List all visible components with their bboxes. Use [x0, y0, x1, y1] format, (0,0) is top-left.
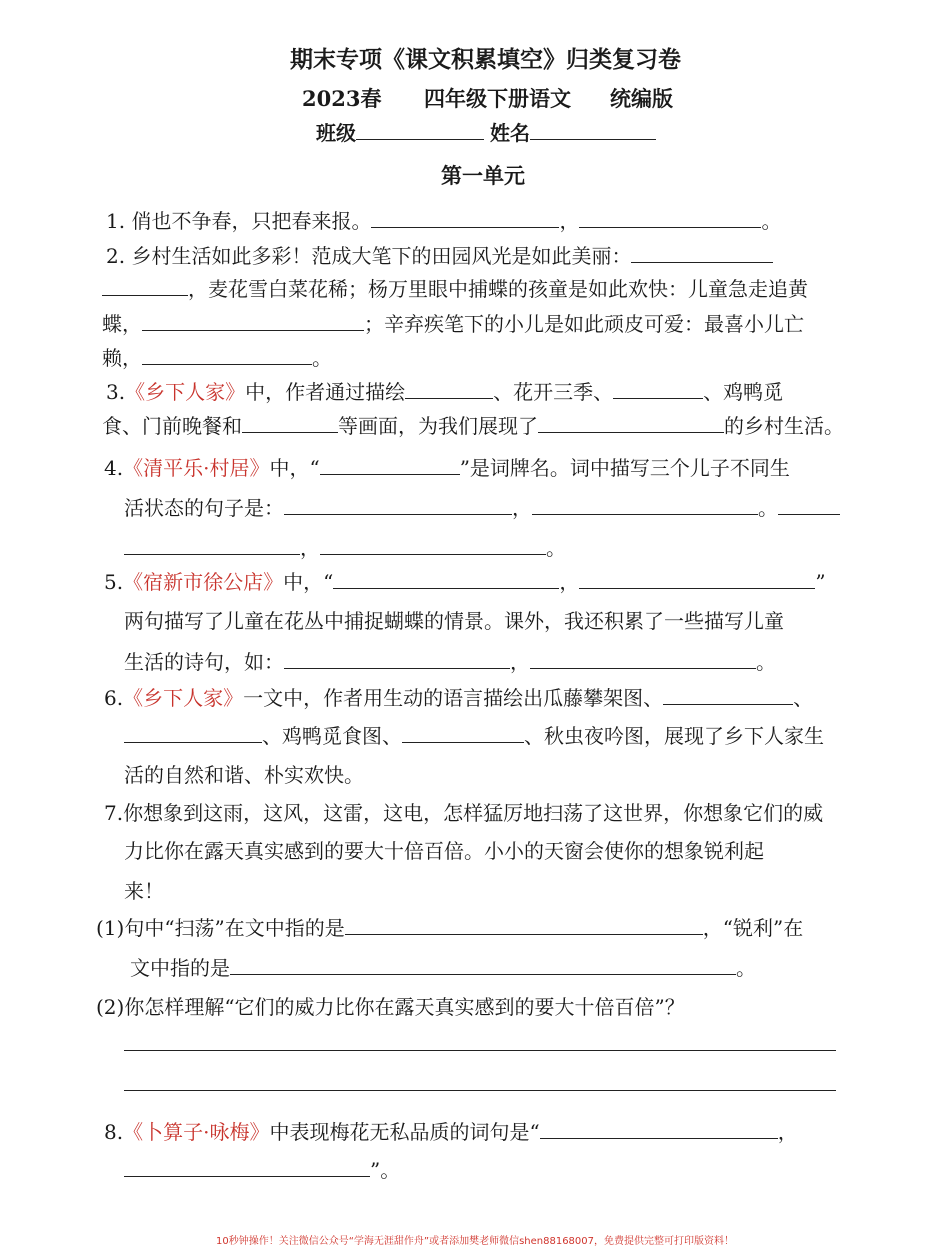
question-2-line-2: ，麦花雪白菜花稀；杨万里眼中捕蝶的孩童是如此欢快：儿童急走追黄 [102, 275, 808, 302]
question-4-line-1: 4.《清平乐·村居》中，“ ”是词牌名。词中描写三个儿子不同生 [104, 456, 790, 480]
q1-blank-2[interactable] [579, 207, 761, 228]
unit-title: 第一单元 [441, 163, 525, 188]
q2-blank-3[interactable] [142, 310, 364, 331]
question-4-line-2: 活状态的句子是： ， 。 [124, 494, 840, 521]
question-5-line-3: 生活的诗句，如： ， 。 [124, 650, 776, 674]
q8-blank-1[interactable] [540, 1118, 778, 1139]
name-field[interactable] [490, 119, 656, 146]
class-field[interactable] [316, 119, 484, 146]
book-title: 《卜算子·咏梅》 [123, 1120, 270, 1144]
question-7-line-2: 力比你在露天真实感到的要大十倍百倍。小小的天窗会使你的想象锐利起 [124, 839, 764, 863]
question-1: 1. 俏也不争春，只把春来报。 ， 。 [106, 209, 782, 233]
q4-blank-2[interactable] [284, 494, 512, 515]
q6-blank-2[interactable] [124, 722, 262, 743]
book-title: 《乡下人家》 [123, 686, 244, 710]
q4-blank-4[interactable] [778, 494, 840, 515]
page-title: 期末专项《课文积累填空》归类复习卷 [290, 46, 681, 73]
q6-blank-3[interactable] [402, 722, 524, 743]
q5-blank-1[interactable] [333, 568, 559, 589]
q4-blank-1[interactable] [320, 454, 460, 475]
q2-blank-1[interactable] [631, 242, 773, 263]
question-2-line-4: 赖， 。 [102, 346, 332, 370]
footer-note: 10秒钟操作！关注微信公众号“学海无涯甜作舟”或者添加樊老师微信shen88168007，免费提供完整可打印版资料！ [215, 1236, 735, 1247]
book-title: 《清平乐·村居》 [123, 456, 270, 480]
q5-blank-2[interactable] [579, 568, 815, 589]
q5-blank-4[interactable] [530, 648, 756, 669]
question-5-line-1: 5.《宿新市徐公店》中，“ ， ” [104, 570, 826, 594]
q7-blank-1[interactable] [345, 914, 703, 935]
question-8-line-1: 8.《卜算子·咏梅》中表现梅花无私品质的词句是“ ， [104, 1120, 798, 1144]
question-6-line-3: 活的自然和谐、朴实欢快。 [124, 763, 364, 787]
q4-blank-6[interactable] [320, 534, 546, 555]
q8-blank-2[interactable] [124, 1156, 370, 1177]
q4-blank-5[interactable] [124, 534, 300, 555]
question-6-line-1: 6.《乡下人家》一文中，作者用生动的语言描绘出瓜藤攀架图、 、 [104, 686, 814, 710]
q7-blank-2[interactable] [230, 954, 736, 975]
q3-blank-4[interactable] [538, 412, 724, 433]
year-label: 2023春 [302, 86, 382, 111]
edition-label: 统编版 [610, 86, 673, 111]
question-7-sub-2: (2)你怎样理解“它们的威力比你在露天真实感到的要大十倍百倍”？ [96, 995, 685, 1019]
question-7-sub-1: (1)句中“扫荡”在文中指的是 ，“锐利”在 [96, 916, 804, 940]
question-2-line-1: 2. 乡村生活如此多彩！范成大笔下的田园风光是如此美丽： [106, 242, 773, 269]
question-7-line-1: 7.你想象到这雨，这风，这雷，这电，怎样猛厉地扫荡了这世界，你想象它们的威 [104, 801, 824, 825]
question-2-line-3: 蝶， ；辛弃疾笔下的小儿是如此顽皮可爱：最喜小儿亡 [102, 312, 804, 336]
q2-blank-4[interactable] [142, 344, 312, 365]
answer-line-2[interactable] [124, 1090, 836, 1091]
name-blank[interactable] [530, 119, 656, 140]
name-label: 姓名 [490, 121, 530, 145]
class-blank[interactable] [356, 119, 484, 140]
q2-blank-2[interactable] [102, 275, 188, 296]
book-title: 《乡下人家》 [125, 380, 246, 404]
q3-blank-2[interactable] [613, 378, 703, 399]
q5-blank-3[interactable] [284, 648, 510, 669]
answer-line-1[interactable] [124, 1050, 836, 1051]
q3-blank-1[interactable] [405, 378, 493, 399]
question-7-line-3: 来！ [124, 879, 164, 903]
class-label: 班级 [316, 121, 356, 145]
question-8-line-2: ”。 [124, 1156, 400, 1183]
question-3-line-1: 3.《乡下人家》中，作者通过描绘 、花开三季、 、鸡鸭觅 [106, 380, 784, 404]
q4-blank-3[interactable] [532, 494, 758, 515]
q1-blank-1[interactable] [371, 207, 559, 228]
question-5-line-2: 两句描写了儿童在花丛中捕捉蝴蝶的情景。课外，我还积累了一些描写儿童 [124, 609, 784, 633]
question-6-line-2: 、鸡鸭觅食图、 、秋虫夜吟图，展现了乡下人家生 [124, 722, 824, 749]
book-title: 《宿新市徐公店》 [123, 570, 284, 594]
grade-label: 四年级下册语文 [424, 86, 571, 111]
question-4-line-3: ， 。 [124, 534, 566, 561]
question-3-line-2: 食、门前晚餐和 等画面，为我们展现了 的乡村生活。 [102, 414, 844, 438]
q6-blank-1[interactable] [663, 684, 793, 705]
question-7-sub-1-cont: 文中指的是 。 [130, 956, 756, 980]
q3-blank-3[interactable] [242, 412, 338, 433]
